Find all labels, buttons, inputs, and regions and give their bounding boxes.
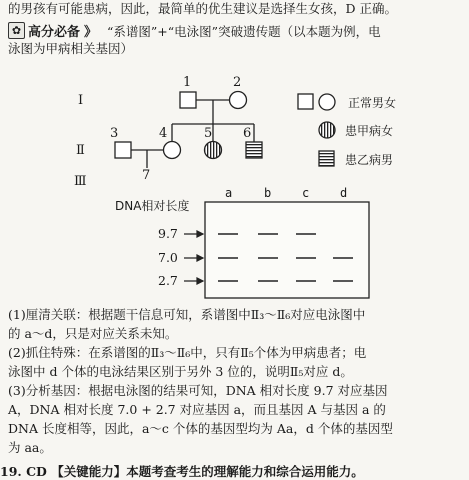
header-continuation: 泳图为甲病相关基因） [8, 41, 134, 56]
individual-number-2: 2 [233, 75, 242, 90]
legend-label-disease-b: 患乙病男 [345, 153, 394, 167]
pedigree-individual-1 [180, 92, 196, 108]
lane-label-d: d [340, 186, 348, 200]
generation-label-1: Ⅰ [78, 93, 84, 108]
pedigree-individual-3 [115, 142, 131, 158]
pedigree-individual-2 [230, 92, 247, 109]
explanation-line-1: (1)厘清关联：根据题干信息可知，系谱图中Ⅱ₃～Ⅱ₆对应电泳图中 [8, 307, 366, 322]
top-text-line: 的男孩有可能患病，因此，最简单的优生建议是选择生女孩，D 正确。 [8, 1, 397, 16]
section-badge: 高分必备 [28, 25, 81, 40]
individual-number-6: 6 [243, 126, 252, 141]
legend-label-disease-a: 患甲病女 [345, 124, 394, 138]
pedigree-individual-5 [205, 142, 222, 159]
legend-disease-b-male-icon [319, 151, 334, 166]
legend-disease-a-female-icon [319, 122, 335, 138]
tick-label-2.7: 2.7 [158, 273, 178, 288]
star-box-icon: ✿ [8, 22, 25, 39]
gel-box [205, 202, 369, 298]
individual-number-3: 3 [110, 126, 119, 141]
tick-label-9.7: 9.7 [158, 226, 178, 241]
gel-title: DNA相对长度 [115, 199, 190, 213]
explanation-line-7: DNA 长度相等，因此，a～c 个体的基因型均为 Aa，d 个体的基因型 [8, 421, 393, 436]
generation-label-3: Ⅲ [74, 174, 87, 189]
explanation-line-5: (3)分析基因：根据电泳图的结果可知，DNA 相对长度 9.7 对应基因 [8, 383, 388, 398]
next-answer-header: 19. CD 【关键能力】本题考查考生的理解能力和综合运用能力。 [0, 464, 364, 479]
generation-label-2: Ⅱ [76, 143, 85, 158]
explanation-line-2: 的 a～d，只是对应关系未知。 [8, 326, 178, 341]
legend-label-normal: 正常男女 [348, 96, 397, 110]
explanation-line-3: (2)抓住特殊：在系谱图的Ⅱ₃～Ⅱ₆中，只有Ⅱ₅个体为甲病患者；电 [8, 345, 367, 360]
individual-number-4: 4 [159, 126, 168, 141]
section-header-text: “系谱图”+“电泳图”突破遗传题（以本题为例，电 [107, 23, 381, 39]
lane-label-c: c [302, 186, 310, 200]
lane-label-a: a [225, 186, 233, 200]
pedigree-individual-4 [164, 142, 181, 159]
legend-normal-female-icon [319, 94, 335, 110]
explanation-line-4: 泳图中 d 个体的电泳结果区别于另外 3 位的，说明Ⅱ₅对应 d。 [8, 364, 353, 379]
individual-number-1: 1 [183, 75, 192, 90]
tick-label-7.0: 7.0 [158, 250, 178, 265]
individual-number-5: 5 [204, 126, 213, 141]
individual-number-7: 7 [142, 168, 151, 183]
explanation-line-8: 为 aa。 [8, 440, 52, 455]
chevron-right-icon: 》 [84, 25, 98, 40]
legend-normal-male-icon [298, 94, 313, 109]
lane-label-b: b [264, 186, 272, 200]
pedigree-individual-6 [246, 142, 262, 158]
explanation-line-6: A，DNA 相对长度 7.0 + 2.7 对应基因 a，而且基因 A 与基因 a 的 [8, 402, 386, 417]
